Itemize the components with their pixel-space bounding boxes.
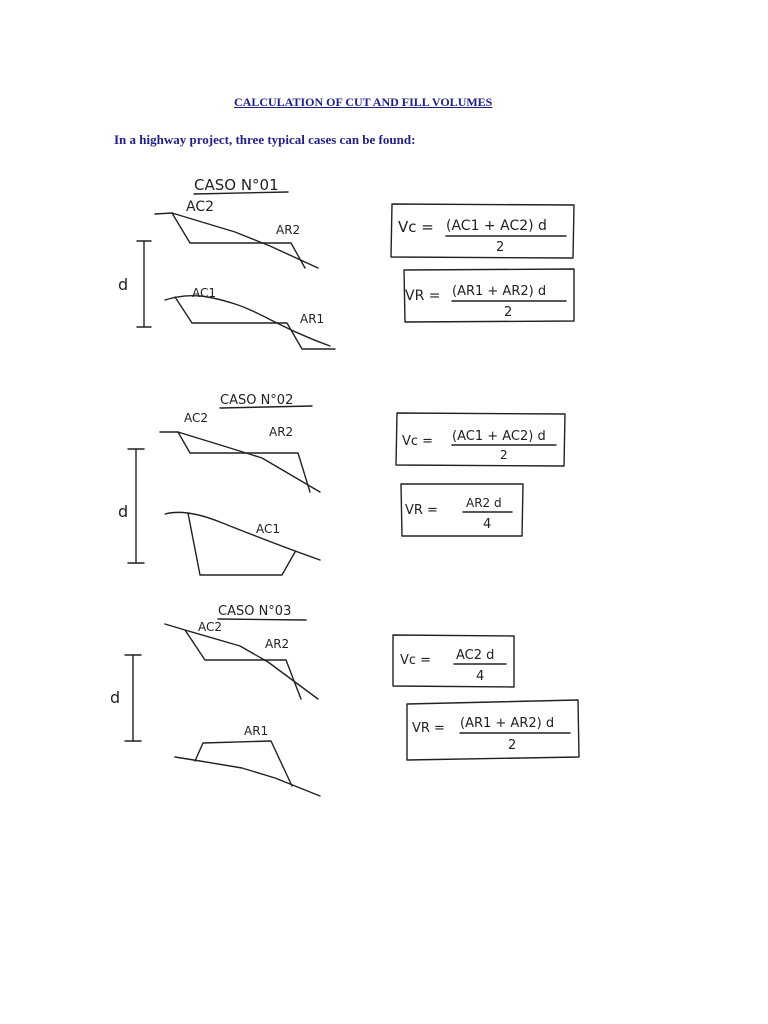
case-03-vc-formula <box>393 635 514 687</box>
case-02-vr-lhs: VR = <box>405 503 438 518</box>
case-03-vr-denominator: 2 <box>508 738 517 753</box>
case-02-heading: CASO N°02 <box>220 393 294 408</box>
case-03-diagram <box>110 604 320 796</box>
case-02-ac1-label: AC1 <box>256 522 281 536</box>
case-03-vc-numerator: AC2 d <box>456 648 495 663</box>
case-02-distance-label: d <box>118 502 129 521</box>
case-01-vr-formula <box>404 269 574 322</box>
case-03-distance-label: d <box>110 688 121 707</box>
case-01-ar2-label: AR2 <box>276 223 301 237</box>
case-03-ar1-label: AR1 <box>244 724 269 738</box>
case-01-vr-denominator: 2 <box>504 305 513 320</box>
case-02-vc-numerator: (AC1 + AC2) d <box>452 429 546 444</box>
case-02-ar2-label: AR2 <box>269 425 294 439</box>
case-02-diagram <box>118 393 320 575</box>
case-02-ac2-label: AC2 <box>184 411 209 425</box>
case-03-vc-denominator: 4 <box>476 669 485 684</box>
case-01-diagram <box>118 176 335 349</box>
case-03-vr-lhs: VR = <box>412 721 445 736</box>
case-01-vc-lhs: Vc = <box>398 218 434 236</box>
case-02-vr-formula <box>401 484 523 536</box>
intro-text: In a highway project, three typical cases can be found: <box>114 132 416 147</box>
case-01-vc-formula <box>391 204 574 258</box>
case-03-vc-lhs: Vc = <box>400 653 432 668</box>
case-02-vc-formula <box>396 413 565 466</box>
case-01-vr-numerator: (AR1 + AR2) d <box>452 284 547 299</box>
case-01-vr-lhs: VR = <box>405 288 441 304</box>
case-03-ac2-label: AC2 <box>198 620 223 634</box>
case-03-vr-numerator: (AR1 + AR2) d <box>460 716 555 731</box>
case-01-vc-numerator: (AC1 + AC2) d <box>446 218 547 234</box>
case-03-ar2-label: AR2 <box>265 637 290 651</box>
case-01-heading: CASO N°01 <box>194 176 279 194</box>
case-01-ac2-label: AC2 <box>186 199 215 215</box>
case-03-vr-formula <box>407 700 579 760</box>
case-02-vr-numerator: AR2 d <box>466 496 502 510</box>
case-02-vc-denominator: 2 <box>500 448 508 462</box>
case-01-distance-label: d <box>118 275 129 294</box>
case-03-heading: CASO N°03 <box>218 604 292 619</box>
case-01-vc-denominator: 2 <box>496 240 505 255</box>
document-title: CALCULATION OF CUT AND FILL VOLUMES <box>234 95 493 109</box>
case-02-vr-denominator: 4 <box>483 517 492 532</box>
case-02-vc-lhs: Vc = <box>402 434 434 449</box>
case-01-ac1-label: AC1 <box>192 286 217 300</box>
case-01-ar1-label: AR1 <box>300 312 325 326</box>
